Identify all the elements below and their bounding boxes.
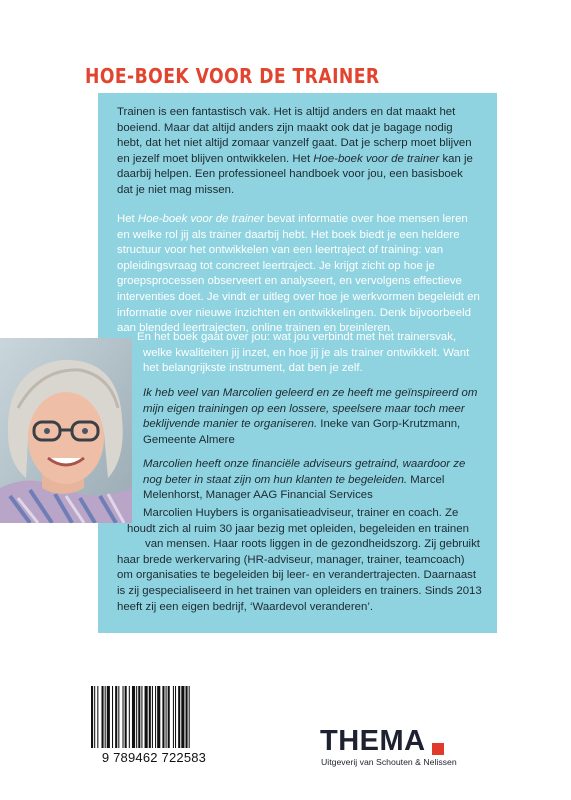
testimonial-quote	[143, 386, 482, 448]
publisher-logo	[320, 725, 457, 767]
barcode-bar	[105, 686, 106, 748]
barcode-bar	[162, 686, 164, 748]
isbn-barcode	[87, 686, 221, 766]
barcode-bar	[186, 686, 188, 748]
red-square-icon	[432, 743, 444, 755]
barcode-bar	[132, 686, 135, 748]
quote-text: Marcolien heeft onze financiële adviseurs getraind, waardoor ze nog beter in staat zijn om hun klanten te begeleiden.	[143, 458, 466, 486]
barcode-bar	[91, 686, 93, 748]
book-title-italic: Hoe-boek voor de trainer	[313, 152, 440, 165]
intro-paragraph: Trainen is een fantastisch vak. Het is altijd anders en dat maakt het boeiend. Maar dat altijd anders zijn maakt ook dat je bagage nodig hebt, dat het niet altijd zomaar vanzelf gaat. Dat je scherp moet blijven en jezelf moet blijven ontwikkelen. Het Hoe-boek voor de trainer kan je daarbij helpen. Een professioneel handboek voor jou, een basisboek dat je niet mag missen.	[117, 106, 473, 196]
barcode-bar	[157, 686, 160, 748]
barcode-bar	[178, 686, 180, 748]
barcode-bar	[125, 686, 127, 748]
barcode-bar	[175, 686, 176, 748]
barcode-icon	[91, 686, 219, 748]
barcode-bar	[136, 686, 137, 748]
barcode-bar	[141, 686, 142, 748]
barcode-bar	[181, 686, 184, 748]
barcode-bar	[123, 686, 124, 748]
barcode-bar	[173, 686, 174, 748]
publisher-tagline: Uitgeverij van Schouten & Nelissen	[321, 757, 457, 767]
quote-source: Ineke van Gorp-Krutzmann, Gemeente Almere	[143, 418, 461, 446]
barcode-bar	[155, 686, 156, 748]
isbn-number: 9 789462 722583	[101, 750, 207, 765]
content-paragraph-2: En het boek gaat over jou: wat jou verbindt met het trainersvak, welke kwaliteiten jij inzet, en hoe jij je als trainer ontwikkelt. Want het belangrijkste instrument, dat ben je zelf.	[137, 331, 470, 375]
quote-source: Marcel Melenhorst, Manager AAG Financial Services	[143, 473, 445, 502]
barcode-bar	[115, 686, 117, 748]
barcode-bar	[152, 686, 153, 748]
publisher-name: THEMA	[320, 725, 426, 757]
author-bio: Marcolien Huybers is organisatieadviseur, trainer en coach. Ze houdt zich al ruim 30 jaar bezig met opleiden, begeleiden en trainen van mensen. Haar roots liggen in de gezondheidszorg. Zij gebruikt haar brede werkervaring (HR-adviseur, manager, trainer, teamcoach) om organisaties te begeleiden bij leer- en verandertrajecten. Daarnaast is zij gespecialiseerd in het trainen van opleiders en trainers. Sinds 2013 heeft zij een eigen bedrijf, ‘Waardevol veranderen’.	[117, 507, 482, 613]
content-paragraph: Het Hoe-boek voor de trainer bevat informatie over hoe mensen leren en welke rol jij als trainer daarbij hebt. Het boek biedt je een heldere structuur voor het ontwikkelen van een leertraject of training: van opleidingsvraag tot concreet leertraject. Je krijgt zicht op hoe je groepsprocessen observeert en analyseert, en vervolgens effectieve interventies doet. Je vindt er uitleg over hoe je werkvormen begeleidt en informatie over nieuwe inzichten en ontwikkelingen. Denk bijvoorbeeld aan blended leertrajecten, online trainen en breinleren.	[117, 213, 480, 335]
cover-title: HOE-BOEK VOOR DE TRAINER	[85, 64, 380, 88]
barcode-bar	[129, 686, 130, 748]
barcode-bar	[94, 686, 95, 748]
author-photo	[0, 338, 132, 523]
barcode-bar	[97, 686, 98, 748]
book-title-italic: Hoe-boek voor de trainer	[137, 213, 264, 225]
barcode-bar	[145, 686, 148, 748]
barcode-bar	[189, 686, 190, 748]
barcode-bar	[112, 686, 113, 748]
barcode-bar	[102, 686, 104, 748]
barcode-bar	[149, 686, 151, 748]
testimonial-quote	[143, 457, 482, 504]
barcode-bar	[107, 686, 110, 748]
barcode-bar	[138, 686, 140, 748]
barcode-bar	[166, 686, 167, 748]
quote-text: Ik heb veel van Marcolien geleerd en ze heeft me geïnspireerd om mijn eigen trainingen op een lossere, speelsere maar toch meer beklijvende manier te organiseren.	[143, 387, 478, 431]
barcode-bar	[118, 686, 119, 748]
barcode-bar	[168, 686, 170, 748]
